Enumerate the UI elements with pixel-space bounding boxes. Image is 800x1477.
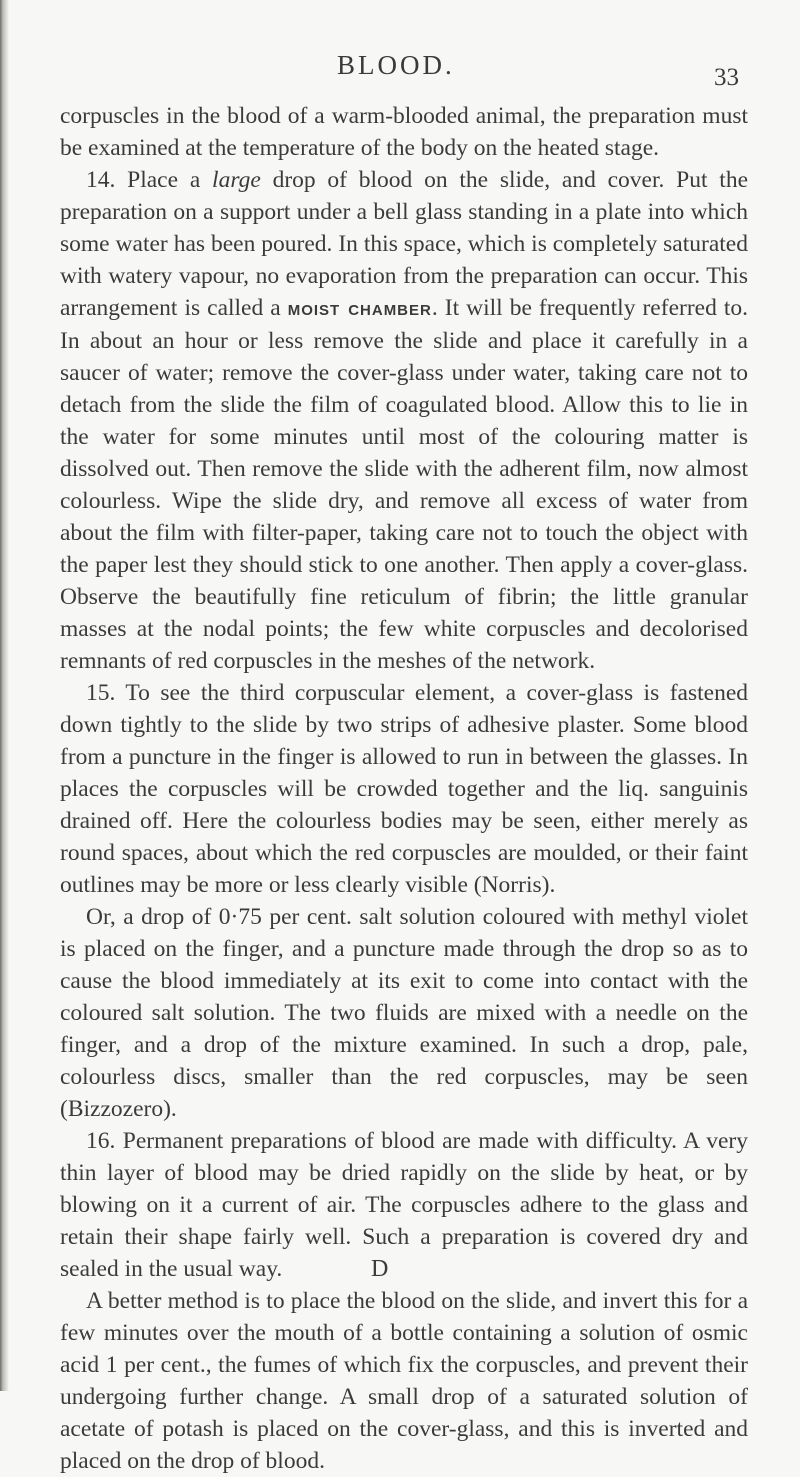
signature-mark: D [371,1256,389,1282]
paragraph-16-cont [60,1285,748,1477]
paragraph-text: corpuscles in the blood of a warm-blooded animal, the preparation must be examined at the temperature of the body on the heated stage. [60,103,748,161]
paragraph-15 [60,677,748,901]
paragraph-text: 15. To see the third corpuscular element, a cover-glass is fastened down tightly to the slide by two strips of adhesive plaster. Some blood from a puncture in the finger is allowed to run in between the glasses. In places the corpuscles will be crowded together and the liq. sanguinis drained off. Here the colourless bodies may be seen, either merely as round spaces, about which the red corpuscles are moulded, or their faint outlines may be more or less clearly visible (Norris). [60,680,748,898]
paragraph-continued [60,100,748,164]
paragraph-text: . It will be frequently referred to. In about an hour or less remove the slide and place it carefully in a saucer of water; remove the cover-glass under water, taking care not to detach from the slide the film of coagulated blood. Allow this to lie in the water for some minutes until most of the colouring matter is dissolved out. Then remove the slide with the adherent film, now almost colourless. Wipe the slide dry, and remove all excess of water from about the film with filter-paper, taking care not to touch the object with the paper lest they should stick to one another. Then apply a cover-glass. Observe the beautifully fine reticulum of fibrin; the little granular masses at the nodal points; the few white corpuscles and decolorised remnants of red corpuscles in the meshes of the network. [60,295,748,674]
page-gutter-shadow [0,0,9,1391]
body-text [60,100,748,1477]
paragraph-text: 16. Permanent preparations of blood are made with difficulty. A very thin layer of blood may be dried rapidly on the slide by heat, or by blowing on it a current of air. The corpuscles adhere to the glass and retain their shape fairly well. Such a preparation is covered dry and sealed in the usual way. [60,1128,748,1282]
paragraph-text: Or, a drop of 0·75 per cent. salt solution coloured with methyl violet is placed on the finger, and a puncture made through the drop so as to cause the blood immediately at its exit to come into contact with the coloured salt solution. The two fluids are mixed with a needle on the finger, and a drop of the mixture examined. In such a drop, pale, colourless discs, smaller than the red corpuscles, may be seen (Bizzozero). [60,904,748,1122]
running-head: BLOOD. [337,50,455,80]
paragraph-15-cont [60,901,748,1125]
paragraph-14 [60,164,748,677]
paragraph-text: drop of blood on the slide, and cover. Put the preparation on a support under a bell glass standing in a plate into which some water has been poured. In this space, which is completely saturated with watery vapour, no evaporation from the preparation can occur. This arrangement is called a [60,167,748,321]
page-number: 33 [714,64,739,91]
term-moist-chamber: moist chamber [287,297,432,320]
paragraph-text: 14. Place a [86,167,213,193]
paragraph-16 [60,1125,748,1285]
paragraph-text: A better method is to place the blood on the slide, and invert this for a few minutes over the mouth of a bottle containing a solution of osmic acid 1 per cent., the fumes of which fix the corpuscles, and prevent their undergoing further change. A small drop of a saturated solution of acetate of potash is placed on the cover-glass, and this is inverted and placed on the drop of blood. [60,1288,748,1474]
page-header [0,50,800,90]
emphasis-large: large [212,167,261,193]
